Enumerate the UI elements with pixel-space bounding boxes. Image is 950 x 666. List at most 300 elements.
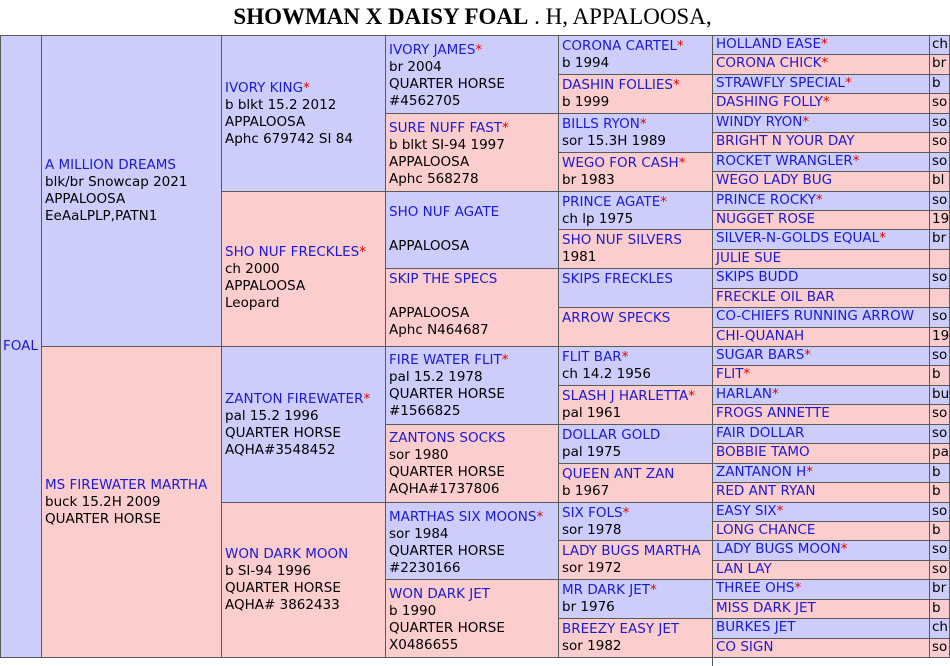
registered-star-icon: * bbox=[806, 463, 814, 480]
gen6-partial-10 bbox=[929, 229, 950, 249]
horse-name-link[interactable]: FLIT bbox=[716, 366, 744, 383]
horse-name-link[interactable]: CORONA CARTEL bbox=[562, 38, 678, 54]
gen4-name-line bbox=[562, 232, 709, 249]
horse-detail: QUARTER HORSE bbox=[389, 76, 505, 92]
gen6-partial-15 bbox=[929, 327, 950, 347]
horse-detail: QUARTER HORSE bbox=[389, 463, 505, 480]
gen6-partial-text: b bbox=[932, 74, 941, 91]
gen5-horse-1 bbox=[712, 54, 930, 74]
title-main: SHOWMAN X DAISY FOAL bbox=[233, 4, 529, 29]
gen3-name-line bbox=[389, 271, 555, 288]
horse-name-link[interactable]: CO SIGN bbox=[716, 638, 774, 655]
horse-detail: QUARTER HORSE bbox=[389, 386, 505, 402]
gen4-horse-0 bbox=[558, 35, 713, 75]
gen5-horse-28 bbox=[712, 579, 930, 599]
horse-detail: blk/br Snowcap 2021 bbox=[45, 174, 188, 190]
gen5-horse-29 bbox=[712, 599, 930, 619]
gen6-partial-text: so bbox=[932, 347, 948, 363]
horse-detail: QUARTER HORSE bbox=[45, 511, 161, 527]
registered-star-icon: * bbox=[303, 80, 310, 96]
gen2-name-line bbox=[225, 244, 382, 261]
registered-star-icon: * bbox=[621, 349, 629, 365]
gen6-partial-7 bbox=[929, 171, 950, 191]
horse-name-link[interactable]: WON DARK MOON bbox=[225, 545, 349, 562]
gen6-partial-text: b bbox=[932, 599, 941, 616]
gen6-partial-14 bbox=[929, 307, 950, 327]
gen4-horse-15 bbox=[558, 618, 713, 658]
registered-star-icon: * bbox=[501, 352, 509, 368]
gen2-horse-2 bbox=[221, 346, 386, 503]
horse-detail: b SI-94 1996 bbox=[225, 562, 312, 579]
horse-name-link[interactable]: STRAWFLY SPECIAL bbox=[716, 74, 845, 91]
horse-detail: QUARTER HORSE bbox=[389, 620, 505, 637]
gen6-partial-text: so bbox=[932, 560, 948, 577]
gen4-horse-14 bbox=[558, 579, 713, 619]
horse-name-link[interactable]: IVORY KING bbox=[225, 80, 304, 96]
horse-name-link[interactable]: SURE NUFF FAST bbox=[389, 119, 503, 136]
gen5-horse-8 bbox=[712, 191, 930, 211]
gen6-partial-text: so bbox=[932, 424, 948, 441]
horse-name-link[interactable]: NUGGET ROSE bbox=[716, 210, 816, 227]
horse-detail: buck 15.2H 2009 bbox=[45, 494, 161, 510]
gen6-partial-19 bbox=[929, 404, 950, 424]
horse-detail: b 1999 bbox=[562, 93, 610, 110]
gen6-partial-text: pa bbox=[932, 444, 949, 461]
gen3-horse-1 bbox=[385, 113, 559, 192]
horse-name-link[interactable]: THREE OHS bbox=[716, 580, 795, 597]
horse-name-link[interactable]: EASY SIX bbox=[716, 502, 777, 519]
horse-detail: br 2004 bbox=[389, 59, 442, 75]
horse-detail: #4562705 bbox=[389, 93, 461, 109]
horse-name-link[interactable]: CO-CHIEFS RUNNING ARROW bbox=[716, 308, 915, 325]
gen6-partial-25 bbox=[929, 521, 950, 541]
horse-name-link[interactable]: FAIR DOLLAR bbox=[716, 424, 805, 441]
gen5-horse-26 bbox=[712, 540, 930, 560]
gen3-name-line bbox=[389, 586, 555, 603]
gen4-horse-10 bbox=[558, 424, 713, 464]
foal-name: FOAL bbox=[3, 338, 38, 354]
horse-detail: Leopard bbox=[225, 294, 280, 311]
horse-name-link[interactable]: DASHING FOLLY bbox=[716, 94, 823, 111]
gen4-name-line bbox=[562, 310, 709, 327]
gen5-horse-10 bbox=[712, 229, 930, 249]
horse-detail: sor 1984 bbox=[389, 525, 449, 542]
registered-star-icon: * bbox=[673, 76, 680, 93]
gen6-partial-text: ch bbox=[932, 36, 948, 52]
horse-name-link[interactable]: BRIGHT N YOUR DAY bbox=[716, 133, 855, 150]
horse-detail bbox=[389, 221, 555, 238]
gen6-partial-text: so bbox=[932, 133, 948, 150]
horse-name-link[interactable]: PRINCE AGATE bbox=[562, 193, 661, 210]
horse-name-link[interactable]: ZANTON FIREWATER bbox=[225, 391, 364, 407]
registered-star-icon: * bbox=[815, 191, 823, 208]
horse-detail: b 1967 bbox=[562, 482, 610, 499]
gen6-partial-30 bbox=[929, 618, 950, 638]
horse-name-link[interactable]: FRECKLE OIL BAR bbox=[716, 288, 835, 305]
gen6-partial-21 bbox=[929, 443, 950, 463]
horse-name-link[interactable]: SHO NUF FRECKLES bbox=[225, 243, 360, 260]
bottom-rule bbox=[712, 657, 713, 666]
gen4-name-line bbox=[562, 77, 709, 94]
gen6-partial-text: so bbox=[932, 191, 948, 208]
registered-star-icon: * bbox=[622, 504, 630, 521]
gen3-horse-3 bbox=[385, 268, 559, 347]
gen5-horse-3 bbox=[712, 93, 930, 113]
horse-name-link[interactable]: SIX FOLS bbox=[562, 504, 623, 521]
registered-star-icon: * bbox=[794, 580, 802, 597]
gen1-name-line bbox=[45, 157, 218, 174]
horse-detail: APPALOOSA bbox=[389, 153, 470, 170]
horse-name-link[interactable]: SILVER-N-GOLDS EQUAL bbox=[716, 230, 880, 247]
gen2-name-line bbox=[225, 80, 382, 97]
registered-star-icon: * bbox=[822, 94, 830, 111]
gen6-partial-text: so bbox=[932, 541, 948, 558]
horse-name-link[interactable]: WEGO LADY BUG bbox=[716, 172, 833, 189]
gen6-partial-20 bbox=[929, 424, 950, 444]
horse-name-link[interactable]: A MILLION DREAMS bbox=[45, 157, 176, 173]
gen5-horse-23 bbox=[712, 482, 930, 502]
gen3-name-line bbox=[389, 120, 555, 137]
gen4-horse-12 bbox=[558, 502, 713, 542]
registered-star-icon: * bbox=[678, 154, 686, 171]
horse-detail: QUARTER HORSE bbox=[225, 579, 341, 596]
horse-name-link[interactable]: SKIP THE SPECS bbox=[389, 271, 498, 288]
foal-cell bbox=[0, 35, 42, 658]
registered-star-icon: * bbox=[771, 385, 779, 402]
gen5-horse-14 bbox=[712, 307, 930, 327]
horse-detail: sor 1980 bbox=[389, 446, 449, 463]
horse-detail: #2230166 bbox=[389, 559, 461, 576]
registered-star-icon: * bbox=[844, 74, 852, 91]
registered-star-icon: * bbox=[776, 502, 784, 519]
gen6-partial-28 bbox=[929, 579, 950, 599]
horse-detail: b 1990 bbox=[389, 603, 437, 620]
horse-name-link[interactable]: HARLAN bbox=[716, 385, 772, 402]
gen5-horse-30 bbox=[712, 618, 930, 638]
registered-star-icon: * bbox=[840, 541, 848, 558]
gen6-partial-22 bbox=[929, 463, 950, 483]
gen5-horse-19 bbox=[712, 404, 930, 424]
gen5-horse-7 bbox=[712, 171, 930, 191]
gen4-horse-4 bbox=[558, 191, 713, 231]
gen6-partial-1 bbox=[929, 54, 950, 74]
registered-star-icon: * bbox=[660, 193, 668, 210]
gen6-partial-17 bbox=[929, 365, 950, 385]
gen5-horse-12 bbox=[712, 268, 930, 288]
gen5-horse-21 bbox=[712, 443, 930, 463]
registered-star-icon: * bbox=[852, 152, 860, 169]
registered-star-icon: * bbox=[821, 55, 829, 72]
horse-detail: Aphc 568278 bbox=[389, 170, 479, 187]
registered-star-icon: * bbox=[363, 391, 371, 407]
gen6-partial-text: 19 bbox=[932, 327, 950, 344]
title-detail: . H, APPALOOSA, bbox=[528, 4, 712, 29]
horse-name-link[interactable]: SUGAR BARS bbox=[716, 347, 805, 363]
horse-name-link[interactable]: FLIT BAR bbox=[562, 349, 622, 365]
gen6-partial-text: b bbox=[932, 483, 941, 500]
registered-star-icon: * bbox=[650, 582, 657, 599]
horse-name-link[interactable]: WEGO FOR CASH bbox=[562, 154, 679, 171]
horse-name-link[interactable]: WON DARK JET bbox=[389, 586, 491, 603]
horse-detail: ch lp 1975 bbox=[562, 210, 634, 227]
gen6-partial-text: br bbox=[932, 580, 947, 597]
gen5-horse-25 bbox=[712, 521, 930, 541]
registered-star-icon: * bbox=[639, 115, 647, 132]
registered-star-icon: * bbox=[821, 36, 828, 52]
gen4-horse-9 bbox=[558, 385, 713, 425]
horse-detail bbox=[389, 288, 555, 305]
horse-name-link[interactable]: ARROW SPECKS bbox=[562, 310, 671, 327]
horse-detail: ch 2000 bbox=[225, 260, 280, 277]
gen5-horse-5 bbox=[712, 132, 930, 152]
gen6-partial-text: bu bbox=[932, 385, 950, 402]
horse-detail: b blkt SI-94 1997 bbox=[389, 136, 505, 153]
gen5-horse-2 bbox=[712, 74, 930, 94]
gen6-partial-text: so bbox=[932, 113, 948, 130]
horse-name-link[interactable]: SKIPS FRECKLES bbox=[562, 271, 673, 288]
gen1-name-line bbox=[45, 477, 218, 494]
registered-star-icon: * bbox=[536, 508, 544, 525]
gen6-partial-12 bbox=[929, 268, 950, 288]
horse-detail: br 1983 bbox=[562, 171, 615, 188]
gen3-horse-0 bbox=[385, 35, 559, 114]
horse-name-link[interactable]: DASHIN FOLLIES bbox=[562, 76, 673, 93]
gen5-horse-17 bbox=[712, 365, 930, 385]
gen5-horse-4 bbox=[712, 113, 930, 133]
gen6-partial-text: 19 bbox=[932, 210, 950, 227]
gen5-horse-13 bbox=[712, 288, 930, 308]
gen2-horse-3 bbox=[221, 502, 386, 659]
horse-detail: AQHA# 3862433 bbox=[225, 596, 340, 613]
gen4-horse-11 bbox=[558, 463, 713, 503]
gen6-partial-18 bbox=[929, 385, 950, 405]
gen6-partial-31 bbox=[929, 638, 950, 658]
horse-name-link[interactable]: PRINCE ROCKY bbox=[716, 191, 816, 208]
horse-detail: sor 1982 bbox=[562, 638, 622, 655]
gen6-partial-4 bbox=[929, 113, 950, 133]
registered-star-icon: * bbox=[879, 230, 886, 247]
gen3-name-line bbox=[389, 430, 555, 447]
horse-detail: QUARTER HORSE bbox=[389, 542, 505, 559]
gen6-partial-29 bbox=[929, 599, 950, 619]
gen5-horse-9 bbox=[712, 210, 930, 230]
gen5-horse-6 bbox=[712, 152, 930, 172]
gen6-partial-16 bbox=[929, 346, 950, 366]
gen3-horse-7 bbox=[385, 579, 559, 658]
horse-name-link[interactable]: DOLLAR GOLD bbox=[562, 426, 661, 443]
gen6-partial-27 bbox=[929, 560, 950, 580]
gen5-horse-16 bbox=[712, 346, 930, 366]
horse-name-link[interactable]: SKIPS BUDD bbox=[716, 269, 799, 286]
horse-detail: APPALOOSA bbox=[389, 237, 470, 254]
gen4-name-line bbox=[562, 621, 709, 638]
horse-name-link[interactable]: SLASH J HARLETTA bbox=[562, 387, 689, 404]
horse-name-link[interactable]: ZANTONS SOCKS bbox=[389, 429, 506, 446]
gen2-horse-0 bbox=[221, 35, 386, 192]
gen6-partial-text: so bbox=[932, 502, 948, 519]
horse-name-link[interactable]: ROCKET WRANGLER bbox=[716, 152, 853, 169]
horse-detail: pal 1975 bbox=[562, 443, 622, 460]
gen5-horse-15 bbox=[712, 327, 930, 347]
gen6-partial-text: so bbox=[932, 152, 948, 169]
gen5-horse-11 bbox=[712, 249, 930, 269]
gen4-horse-13 bbox=[558, 540, 713, 580]
gen4-name-line bbox=[562, 271, 709, 288]
horse-detail: pal 15.2 1996 bbox=[225, 408, 319, 424]
registered-star-icon: * bbox=[475, 42, 483, 58]
horse-name-link[interactable]: LAN LAY bbox=[716, 560, 772, 577]
gen5-horse-20 bbox=[712, 424, 930, 444]
gen6-partial-text: so bbox=[932, 269, 948, 286]
horse-name-link[interactable]: MISS DARK JET bbox=[716, 599, 816, 616]
gen4-name-line bbox=[562, 505, 709, 522]
gen3-horse-6 bbox=[385, 502, 559, 581]
horse-detail: APPALOOSA bbox=[389, 305, 470, 322]
registered-star-icon: * bbox=[677, 38, 684, 54]
horse-name-link[interactable]: CHI-QUANAH bbox=[716, 327, 805, 344]
gen6-partial-text: br bbox=[932, 55, 947, 72]
horse-name-link[interactable]: IVORY JAMES bbox=[389, 42, 476, 58]
horse-name-link[interactable]: LADY BUGS MARTHA bbox=[562, 543, 701, 560]
gen4-name-line bbox=[562, 38, 709, 55]
horse-detail: 1981 bbox=[562, 249, 597, 266]
horse-name-link[interactable]: SHO NUF SILVERS bbox=[562, 232, 682, 249]
gen5-horse-27 bbox=[712, 560, 930, 580]
gen6-partial-6 bbox=[929, 152, 950, 172]
registered-star-icon: * bbox=[804, 347, 812, 363]
gen4-name-line bbox=[562, 582, 709, 599]
horse-detail: APPALOOSA bbox=[225, 277, 306, 294]
horse-detail: b blkt 15.2 2012 bbox=[225, 97, 337, 113]
horse-detail: AQHA#1737806 bbox=[389, 480, 500, 497]
gen4-name-line bbox=[562, 349, 709, 366]
gen2-horse-1 bbox=[221, 191, 386, 348]
gen6-partial-23 bbox=[929, 482, 950, 502]
horse-name-link[interactable]: BOBBIE TAMO bbox=[716, 444, 810, 461]
gen6-partial-text: br bbox=[932, 230, 947, 247]
horse-name-link[interactable]: QUEEN ANT ZAN bbox=[562, 465, 675, 482]
gen4-horse-1 bbox=[558, 74, 713, 114]
gen4-horse-8 bbox=[558, 346, 713, 386]
horse-name-link[interactable]: FIRE WATER FLIT bbox=[389, 352, 502, 368]
horse-detail: APPALOOSA bbox=[45, 191, 126, 207]
horse-detail: X0486655 bbox=[389, 637, 459, 654]
gen4-name-line bbox=[562, 388, 709, 405]
horse-detail: pal 1961 bbox=[562, 404, 622, 421]
gen4-horse-7 bbox=[558, 307, 713, 347]
horse-name-link[interactable]: HOLLAND EASE bbox=[716, 36, 822, 52]
registered-star-icon: * bbox=[359, 243, 366, 260]
horse-name-link[interactable]: FROGS ANNETTE bbox=[716, 405, 830, 422]
gen6-partial-8 bbox=[929, 191, 950, 211]
gen6-partial-text: bl bbox=[932, 172, 945, 189]
horse-detail: sor 15.3H 1989 bbox=[562, 132, 666, 149]
gen1-horse-1 bbox=[41, 346, 222, 658]
horse-name-link[interactable]: BREEZY EASY JET bbox=[562, 621, 680, 638]
gen6-partial-3 bbox=[929, 93, 950, 113]
horse-detail: Aphc N464687 bbox=[389, 322, 489, 339]
horse-detail: QUARTER HORSE bbox=[225, 425, 341, 441]
gen5-horse-22 bbox=[712, 463, 930, 483]
gen4-horse-3 bbox=[558, 152, 713, 192]
horse-name-link[interactable]: JULIE SUE bbox=[716, 249, 782, 266]
horse-detail: sor 1972 bbox=[562, 560, 622, 577]
registered-star-icon: * bbox=[743, 366, 751, 383]
gen4-name-line bbox=[562, 427, 709, 444]
gen4-horse-5 bbox=[558, 229, 713, 269]
gen2-name-line bbox=[225, 391, 382, 408]
horse-name-link[interactable]: SHO NUF AGATE bbox=[389, 203, 500, 220]
gen4-name-line bbox=[562, 543, 709, 560]
gen6-partial-2 bbox=[929, 74, 950, 94]
gen6-partial-text: ch bbox=[932, 619, 948, 636]
gen4-horse-2 bbox=[558, 113, 713, 153]
gen6-partial-text: so bbox=[932, 94, 948, 111]
registered-star-icon: * bbox=[802, 113, 810, 130]
horse-name-link[interactable]: MR DARK JET bbox=[562, 582, 650, 599]
gen6-partial-text: b bbox=[932, 463, 941, 480]
gen6-partial-24 bbox=[929, 502, 950, 522]
gen3-name-line bbox=[389, 352, 555, 369]
gen6-partial-5 bbox=[929, 132, 950, 152]
horse-name-link[interactable]: BILLS RYON bbox=[562, 115, 640, 132]
horse-name-link[interactable]: RED ANT RYAN bbox=[716, 483, 816, 500]
gen4-name-line bbox=[562, 466, 709, 483]
horse-name-link[interactable]: MS FIREWATER MARTHA bbox=[45, 477, 208, 493]
horse-detail: b 1994 bbox=[562, 55, 610, 71]
horse-detail: EeAaLPLP,PATN1 bbox=[45, 208, 158, 224]
gen3-name-line bbox=[389, 42, 555, 59]
horse-detail: br 1976 bbox=[562, 599, 615, 616]
gen6-partial-text: so bbox=[932, 638, 948, 655]
gen6-partial-text: b bbox=[932, 366, 941, 383]
gen5-horse-31 bbox=[712, 638, 930, 658]
registered-star-icon: * bbox=[502, 119, 509, 136]
horse-name-link[interactable]: ZANTANON H bbox=[716, 463, 807, 480]
horse-detail: #1566825 bbox=[389, 403, 461, 419]
gen6-partial-13 bbox=[929, 288, 950, 308]
gen6-partial-26 bbox=[929, 540, 950, 560]
gen4-horse-6 bbox=[558, 268, 713, 308]
horse-detail: pal 15.2 1978 bbox=[389, 369, 483, 385]
gen6-partial-text: b bbox=[932, 521, 941, 538]
gen6-partial-text: so bbox=[932, 405, 948, 422]
horse-name-link[interactable]: MARTHAS SIX MOONS bbox=[389, 508, 537, 525]
gen6-partial-0 bbox=[929, 35, 950, 55]
horse-detail: sor 1978 bbox=[562, 521, 622, 538]
gen5-horse-24 bbox=[712, 502, 930, 522]
gen1-horse-0 bbox=[41, 35, 222, 347]
gen5-horse-18 bbox=[712, 385, 930, 405]
gen3-name-line bbox=[389, 509, 555, 526]
gen3-horse-5 bbox=[385, 424, 559, 503]
gen3-horse-2 bbox=[385, 191, 559, 270]
horse-detail: APPALOOSA bbox=[225, 114, 306, 130]
horse-name-link[interactable]: WINDY RYON bbox=[716, 113, 803, 130]
horse-detail: Aphc 679742 SI 84 bbox=[225, 131, 353, 147]
gen6-partial-11 bbox=[929, 249, 950, 269]
gen4-name-line bbox=[562, 155, 709, 172]
horse-name-link[interactable]: CORONA CHICK bbox=[716, 55, 822, 72]
horse-name-link[interactable]: BURKES JET bbox=[716, 619, 796, 636]
horse-detail: ch 14.2 1956 bbox=[562, 366, 651, 382]
horse-name-link[interactable]: LONG CHANCE bbox=[716, 521, 816, 538]
registered-star-icon: * bbox=[688, 387, 695, 404]
gen2-name-line bbox=[225, 546, 382, 563]
horse-name-link[interactable]: LADY BUGS MOON bbox=[716, 541, 841, 558]
gen3-horse-4 bbox=[385, 346, 559, 425]
gen6-partial-text: so bbox=[932, 308, 948, 325]
